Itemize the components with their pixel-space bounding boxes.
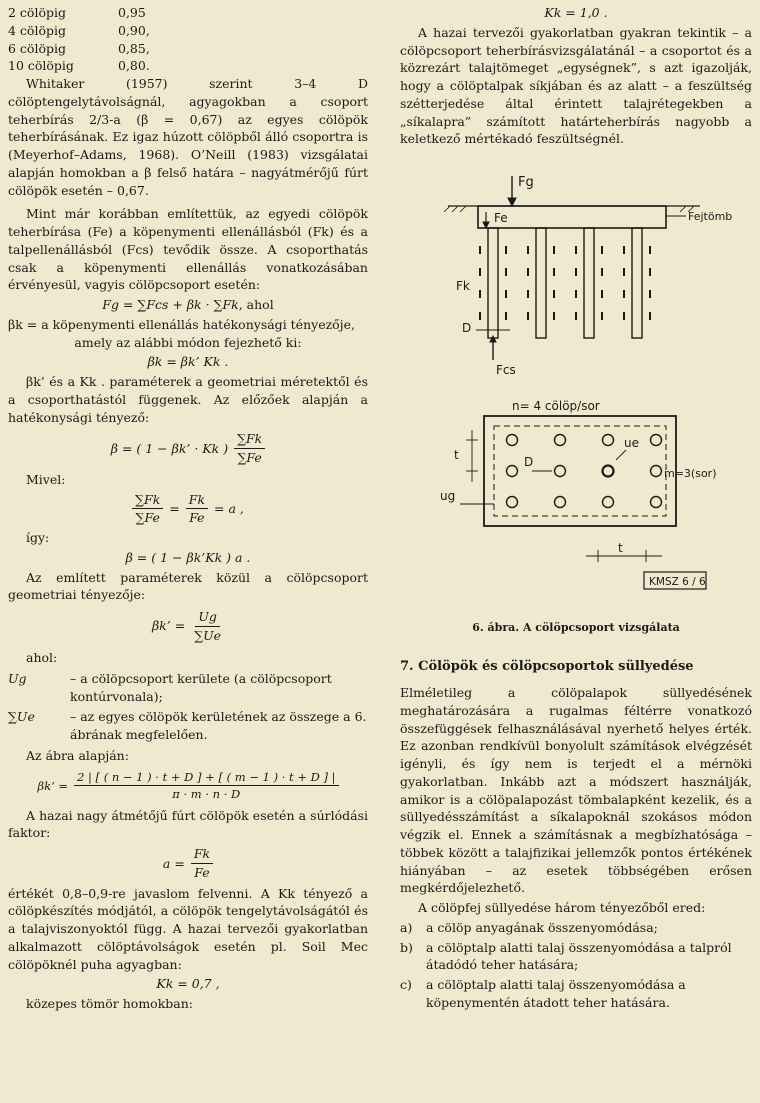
label-d-plan: D: [524, 455, 534, 469]
paragraph-geometric: Az említett paraméterek közül a cölöpcsoport geometriai tényezője:: [8, 569, 368, 603]
label-ue: ue: [624, 436, 639, 450]
equation-geometric-expanded: βk’ = $\frac{2 | [ ( n - 1 ) \cdot t + D ] + [ ( m - 1 ) \cdot t + D ] |}{\pi \cdot m \cdot n \cdot D}$: [8, 769, 368, 803]
list-item: b) a cölöptalp alatti talaj összenyomódása a talpról átadódó teher hatására;: [400, 939, 732, 973]
pile-circle: [507, 497, 518, 508]
section-heading: 7. Cölöpök és cölöpcsoportok süllyedése: [400, 658, 694, 674]
factor-list: [400, 919, 752, 1012]
definition-beta-k-cont: amely az alábbi módon fejezhető ki:: [74, 334, 302, 350]
pile-circle: [555, 435, 566, 446]
pile: [488, 228, 498, 338]
label-fg: Fg: [518, 175, 534, 190]
label-fejtomb: Fejtömb: [688, 210, 733, 223]
pile: [632, 228, 642, 338]
plan-outline: [484, 416, 676, 526]
beta-table: [8, 4, 168, 75]
pile-circle: [651, 497, 662, 508]
fraction: $\frac{Ug}{\sum Ue}$: [194, 609, 222, 643]
figure-caption: 6. ábra. A cölöpcsoport vizsgálata: [472, 621, 680, 634]
definitions-list: Ug – a cölöpcsoport kerülete (a cölöpcsoport kontúrvonala); ∑Ue – az egyes cölöpök kerületének az összege a 6. ábrának megfelelően.: [8, 671, 367, 742]
label-ahol: ahol:: [26, 649, 58, 665]
load-arrow-head: [508, 198, 516, 206]
pile-circle: [603, 497, 614, 508]
pile-circle: [507, 466, 518, 477]
pile-circle: [603, 435, 614, 446]
equation-friction-ratio: $\frac{\sum Fk}{\sum Fe}$ = $\frac{Fk}{Fe}$ = a ,: [8, 491, 368, 528]
pile-group-figure: [400, 164, 752, 644]
pile-circle: [651, 466, 662, 477]
pile-circle: [603, 466, 614, 477]
equation-group-capacity: Fg = ∑Fcs + βk · ∑Fk, ahol: [102, 297, 274, 312]
skin-friction-arrows: [480, 246, 650, 320]
paragraph-whitaker: Whitaker (1957) szerint 3–4 D cölöptengelytávolságnál, agyagokban a csoport teherbírás 2/3-a (β = 0,67) az egyes cölöpök teherbírásának. Ez igaz húzott cölöpből álló csoportra is (Meyerhof–Adams, 1968). O’Neill (1983) vizsgálatai alapján homokban a β felső határa – nagyátmérőjű fúrt cölöpök esetén – 0,67.: [8, 76, 368, 198]
label-n: n= 4 cölöp/sor: [512, 399, 600, 413]
label-t-left: t: [454, 448, 459, 462]
list-item: a) a cölöp anyagának összenyomódása;: [400, 919, 658, 935]
paragraph-parameters: βk’ és a Kk . paraméterek a geometriai méretektől és a csoporthatástól függenek. Az előzőek alapján a hatékonysági tényező:: [8, 374, 368, 425]
equation-efficiency: β = ( 1 − βk’ · Kk ) $\frac{\sum Fk}{\sum Fe}$: [8, 430, 368, 467]
table-row: 2 cölöpig 0,95: [8, 5, 146, 20]
paragraph-three-factors: A cölöpfej süllyedése három tényezőből ered:: [418, 900, 706, 916]
pile: [584, 228, 594, 338]
list-item: c) a cölöptalp alatti talaj összenyomódása a köpenymentén átadott teher hatására.: [400, 977, 686, 1010]
label-d: D: [462, 321, 472, 335]
label-ug: ug: [440, 489, 456, 503]
fraction: $\frac{Fk}{Fe}$: [191, 845, 213, 882]
equation-geometric-factor: βk’ = $\frac{Ug}{\sum Ue}$: [8, 608, 368, 645]
table-row: 4 cölöpig 0,90,: [8, 22, 150, 38]
label-igy: így:: [26, 530, 50, 545]
equation-beta-k: βk = βk’ Kk .: [147, 354, 229, 370]
label-mivel: Mivel:: [26, 471, 66, 487]
definition-beta-k: βk = a köpenymenti ellenállás hatékonysági tényezője,: [8, 316, 355, 332]
group-contour: [494, 426, 666, 516]
fraction: $\frac{2 | [ ( n - 1 ) \cdot t + D ] + [ ( m - 1 ) \cdot t + D ] |}{\pi \cdot m \cdot n \cdot D}$: [74, 769, 338, 803]
paragraph-block-check: A hazai tervezői gyakorlatban gyakran tekintik – a cölöpcsoport teherbírásvizsgálatánál – a csoportot és a közrezárt talajtömeget „egységnek”, s azt igazolják, hogy a cölöptalpak síkjában és az alatt – a feszültség szétterjedése által érintett talajrétegekben a „síkalapra” számított határteherbírás nagyobb a keletkező mértékadó feszültségnél.: [400, 24, 752, 147]
left-column: [8, 4, 368, 1013]
equation-beta-final: β = ( 1 − βk’Kk ) a .: [125, 549, 251, 565]
pile-section-diagram: [444, 176, 700, 360]
equation-kk-sand: Kk = 1,0 .: [544, 5, 608, 20]
equation-friction-factor: a = $\frac{Fk}{Fe}$: [8, 845, 368, 882]
label-t-bottom: t: [618, 541, 623, 555]
label-fk: Fk: [456, 279, 470, 293]
label-fcs: Fcs: [496, 363, 516, 377]
figure-code: KMSZ 6 / 6: [649, 576, 706, 588]
equation-kk-clay: Kk = 0,7 ,: [156, 976, 220, 992]
fraction: $\frac{\sum Fk}{\sum Fe}$: [132, 491, 163, 528]
fraction: $\frac{Fk}{Fe}$: [186, 491, 208, 528]
pile-plan-diagram: [460, 416, 706, 589]
paragraph-resistance: Mint már korábban említettük, az egyedi cölöpök teherbírása (Fe) a köpenymenti ellenállásból (Fk) és a talpellenállásból (Fcs) tevődik össze. A csoporthatás csak a köpenymenti ellenállás vonatkozásában érvényesül, vagyis cölöpcsoport esetén:: [8, 206, 368, 293]
fraction: $\frac{\sum Fk}{\sum Fe}$: [234, 430, 265, 467]
paragraph-friction-factor: A hazai nagy átmétőjű fúrt cölöpök esetén a súrlódási faktor:: [8, 807, 368, 841]
pile-circle: [555, 497, 566, 508]
pile: [536, 228, 546, 338]
fe-arrow-head: [483, 222, 489, 228]
table-row: 10 cölöpig 0,80.: [8, 58, 150, 74]
ue-leader: [616, 450, 626, 460]
table-row: 6 cölöpig 0,85,: [8, 40, 150, 56]
paragraph-figure-basis: Az ábra alapján:: [26, 748, 129, 764]
label-fe: Fe: [494, 211, 508, 225]
paragraph-settlement: Elméletileg a cölöpalapok süllyedésének meghatározására a rugalmas féltérre vonatkozó összefüggések felhasználásával nyerhető helyes érték. Ez azonban rendkívül bonyolult számítások elvégzését igényli, és így nem is terjedt el a mérnöki gyakorlatban. Inkább azt a módszert használják, amikor is a cölöpalapozást tömbalapként kezelik, és a süllyedésszámítást a síkalapoknál szokásos módon végzik el. Ennek a számításnak a megbízhatósága – többek között a talajfizikai jellemzők pontos értékének hiányában – az esetek többségében erősen megkérdőjelezhető.: [400, 685, 752, 896]
paragraph-kk-factor: értékét 0,8–0,9-re javaslom felvenni. A Kk tényező a cölöpkészítés módjától, a cölöpök tengelytávolságától és a talajviszonyoktól függ. A hazai tervezői gyakorlatban alkalmazott cölöptávolságok esetén pl. Soil Mec cölöpöknél puha agyagban:: [8, 885, 368, 972]
ground-hatching: [444, 206, 694, 212]
paragraph-sand: közepes tömör homokban:: [26, 996, 193, 1012]
fcs-arrow-head: [490, 336, 496, 342]
pile-circle: [555, 466, 566, 477]
pile-circle: [507, 435, 518, 446]
right-column: [400, 4, 752, 1014]
pile-circle: [651, 435, 662, 446]
label-m: m=3(sor): [664, 467, 717, 480]
